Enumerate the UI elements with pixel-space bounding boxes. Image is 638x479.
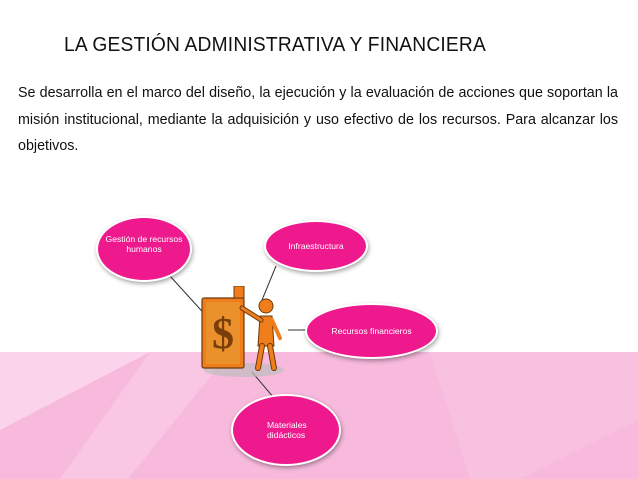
node-teaching-materials: [231, 394, 341, 466]
svg-text:$: $: [212, 309, 234, 358]
node-financial-resources-label: Recursos financieros: [331, 326, 412, 336]
slide-body-text: Se desarrolla en el marco del diseño, la ejecución y la evaluación de acciones que soportan la misión institucional, mediante la adquisición y uso efectivo de los recursos. Para alcanzar los objetivos.: [18, 85, 618, 154]
slide-title: LA GESTIÓN ADMINISTRATIVA Y FINANCIERA: [64, 34, 486, 56]
node-human-resources-label: Gestión de recursos humanos: [105, 234, 183, 254]
person-presenting-dollar-icon: [194, 286, 296, 378]
node-infrastructure-label: Infraestructura: [288, 241, 344, 251]
node-financial-resources: [305, 303, 438, 359]
node-human-resources: [96, 216, 192, 282]
node-teaching-materials-label: Materiales didácticos: [267, 420, 307, 440]
node-infrastructure: [264, 220, 368, 272]
